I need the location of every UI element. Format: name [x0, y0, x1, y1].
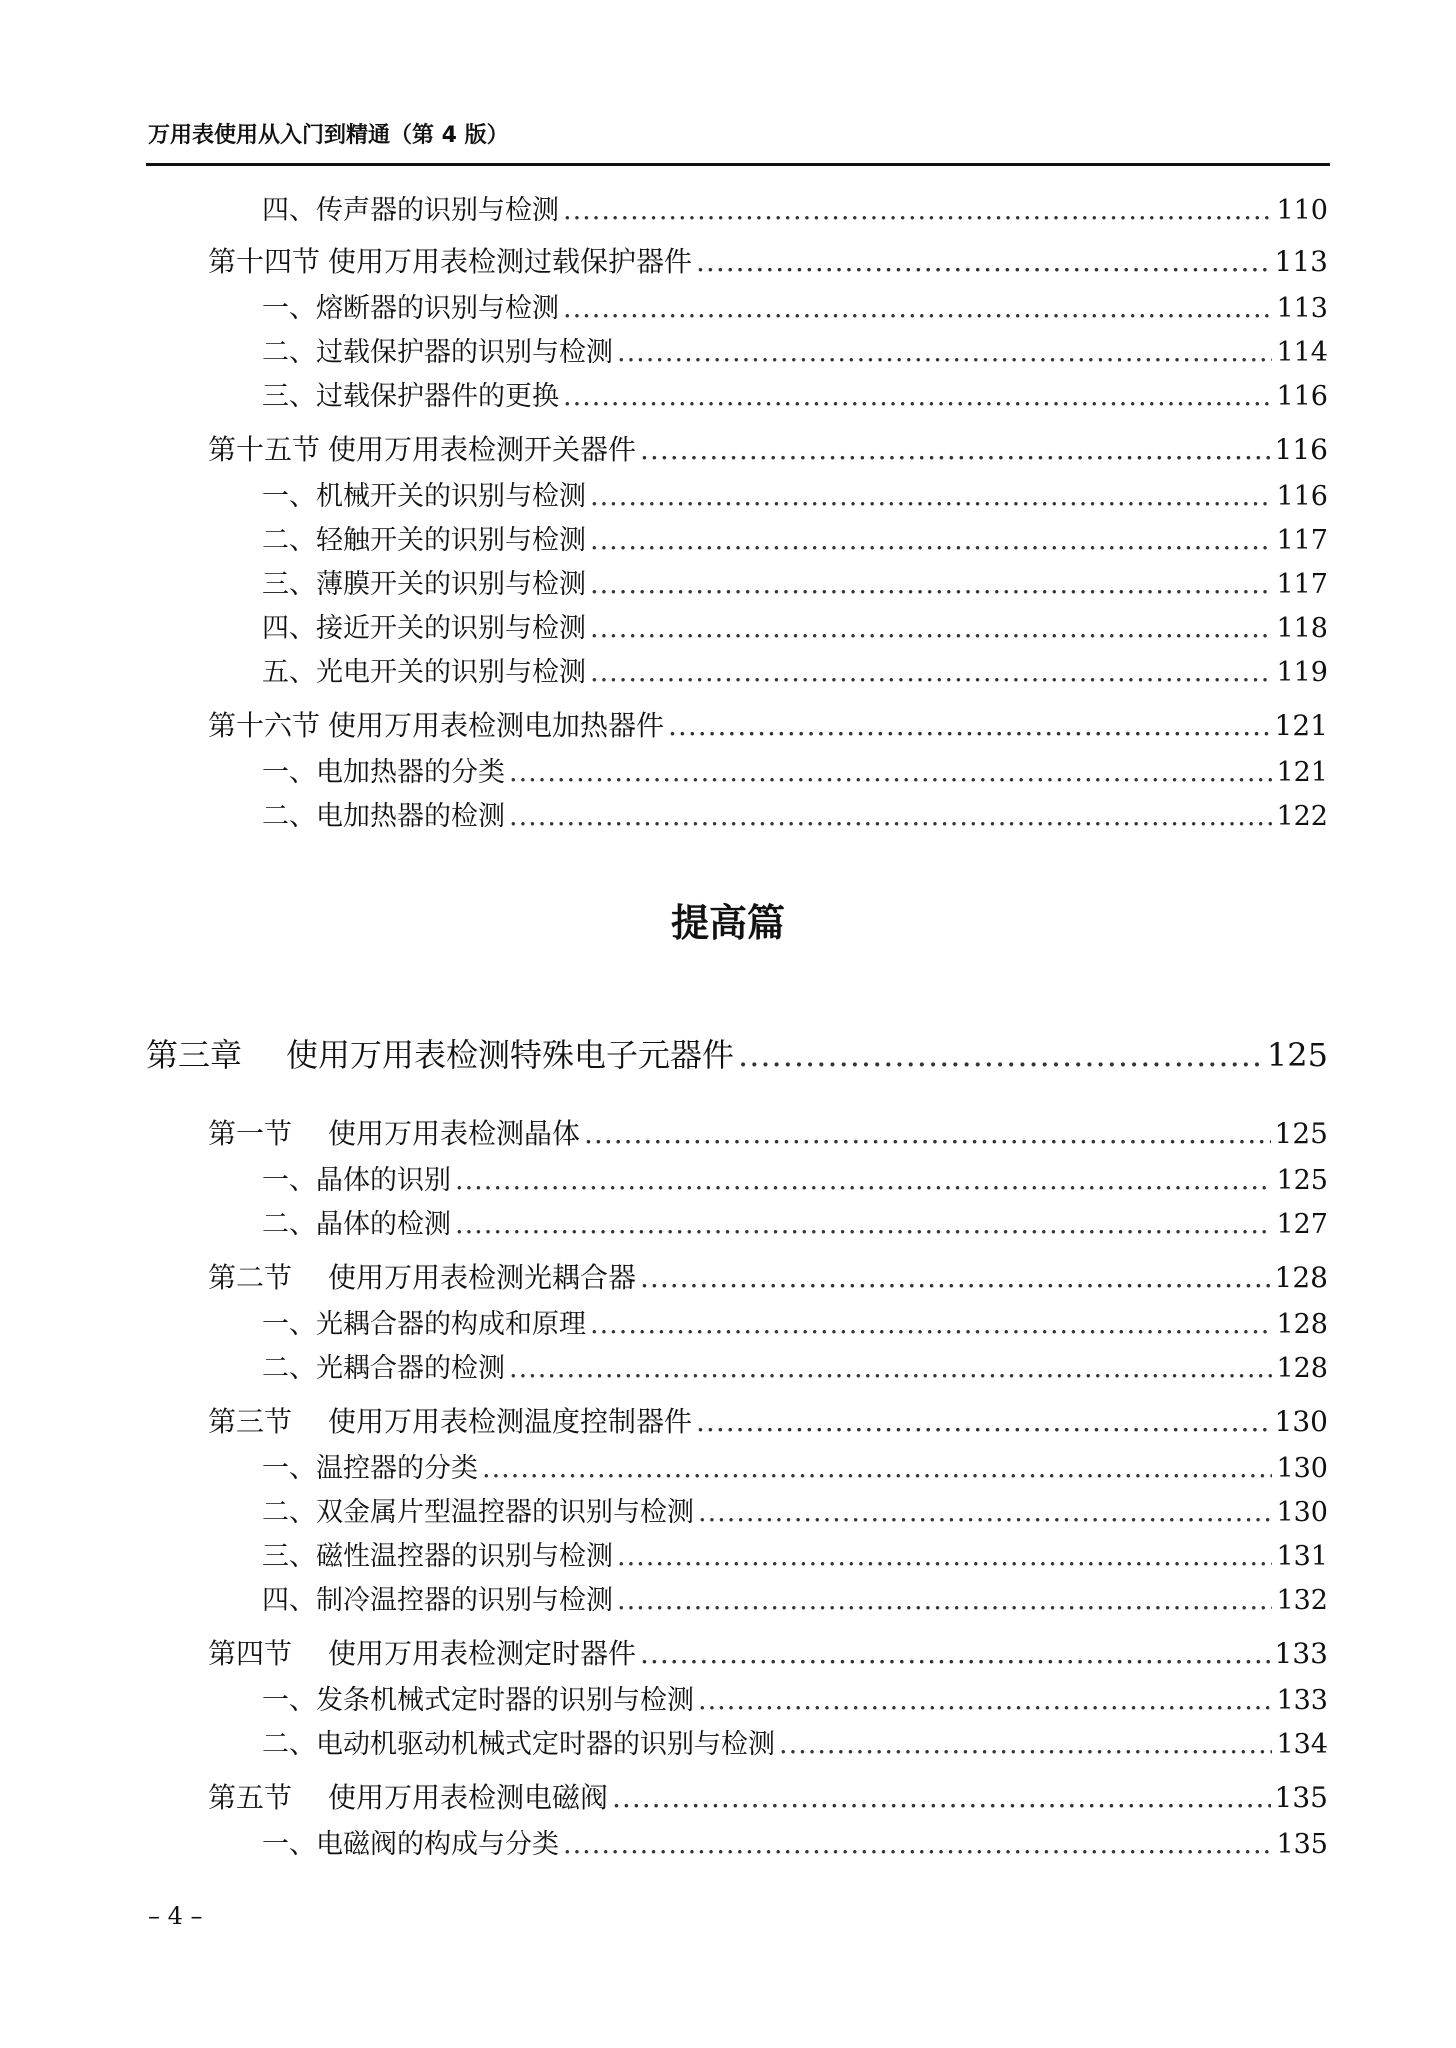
dot-leader — [455, 1209, 1272, 1240]
toc-entry-number: 三、 — [262, 381, 316, 412]
toc-entry-page: 122 — [1276, 801, 1328, 832]
toc-entry-title: 使用万用表检测光耦合器 — [328, 1261, 637, 1294]
toc-entry-page: 133 — [1276, 1685, 1328, 1716]
dot-leader — [617, 1541, 1272, 1572]
toc-entry-page: 135 — [1276, 1829, 1328, 1860]
toc-entry-title: 使用万用表检测定时器件 — [328, 1637, 637, 1670]
toc-entry-number: 第五节 — [208, 1781, 293, 1814]
toc-section — [208, 1256, 1328, 1296]
toc-item — [262, 750, 1328, 789]
toc-section — [208, 1400, 1328, 1440]
dot-leader — [563, 195, 1272, 226]
toc-entry-label — [208, 240, 692, 280]
toc-entry-page: 121 — [1274, 709, 1328, 742]
toc-entry-number: 一、 — [262, 1453, 316, 1484]
toc-entry-number: 二、 — [262, 801, 316, 832]
toc-entry-title: 晶体的检测 — [316, 1209, 451, 1240]
toc-entry-title: 光耦合器的检测 — [316, 1353, 505, 1384]
dot-leader — [590, 657, 1272, 688]
toc-entry-number: 一、 — [262, 1309, 316, 1340]
running-header: 万用表使用从入门到精通（第 4 版） — [148, 123, 509, 148]
toc-entry-label — [262, 562, 586, 601]
toc-entry-title: 晶体的识别 — [316, 1165, 451, 1196]
toc-entry-number: 一、 — [262, 1685, 316, 1716]
toc-section — [208, 704, 1328, 744]
toc-section — [208, 1632, 1328, 1672]
dot-leader — [640, 1637, 1271, 1670]
toc-item — [262, 1822, 1328, 1861]
toc-entry-title: 使用万用表检测过载保护器件 — [328, 245, 693, 278]
toc-entry-page: 128 — [1274, 1261, 1328, 1294]
toc-entry-label — [262, 1202, 451, 1241]
toc-entry-label — [262, 606, 586, 645]
toc-entry-number: 第三章 — [146, 1036, 243, 1074]
toc-entry-label — [262, 518, 586, 557]
toc-item — [262, 1490, 1328, 1529]
dot-leader — [563, 1829, 1272, 1860]
toc-entry-label — [208, 428, 636, 468]
toc-item — [262, 188, 1328, 227]
dot-leader — [509, 757, 1272, 788]
dot-leader — [738, 1036, 1263, 1074]
toc-entry-title: 过载保护器的识别与检测 — [316, 337, 613, 368]
toc-entry-title: 发条机械式定时器的识别与检测 — [316, 1685, 694, 1716]
dot-leader — [698, 1497, 1272, 1528]
toc-entry-label — [262, 1490, 694, 1529]
toc-item — [262, 518, 1328, 557]
toc-entry-title: 使用万用表检测开关器件 — [328, 433, 637, 466]
toc-entry-label — [262, 374, 559, 413]
toc-entry-label — [262, 474, 586, 513]
toc-item — [262, 1346, 1328, 1385]
toc-entry-title: 使用万用表检测电加热器件 — [328, 709, 665, 742]
toc-entry-page: 135 — [1274, 1781, 1328, 1814]
toc-entry-number: 一、 — [262, 1165, 316, 1196]
toc-entry-number: 四、 — [262, 195, 316, 226]
dot-leader — [590, 613, 1272, 644]
toc-item — [262, 1302, 1328, 1341]
toc-entry-title: 使用万用表检测温度控制器件 — [328, 1405, 693, 1438]
toc-item — [262, 562, 1328, 601]
toc-entry-label — [262, 330, 613, 369]
toc-entry-title: 制冷温控器的识别与检测 — [316, 1585, 613, 1616]
toc-entry-label — [262, 1578, 613, 1617]
toc-entry-title: 机械开关的识别与检测 — [316, 481, 586, 512]
dot-leader — [612, 1781, 1271, 1814]
dot-leader — [590, 1309, 1272, 1340]
toc-entry-number: 三、 — [262, 1541, 316, 1572]
toc-entry-page: 114 — [1276, 337, 1328, 368]
toc-entry-number: 第四节 — [208, 1637, 293, 1670]
toc-item — [262, 330, 1328, 369]
toc-entry-label — [262, 1722, 775, 1761]
part-title: 提高篇 — [670, 901, 785, 945]
toc-entry-page: 121 — [1276, 757, 1328, 788]
toc-item — [262, 794, 1328, 833]
toc-entry-page: 133 — [1274, 1637, 1328, 1670]
toc-entry-title: 薄膜开关的识别与检测 — [316, 569, 586, 600]
dot-leader — [509, 801, 1272, 832]
toc-entry-title: 光电开关的识别与检测 — [316, 657, 586, 688]
toc-entry-page: 132 — [1276, 1585, 1328, 1616]
toc-item — [262, 1578, 1328, 1617]
toc-entry-label — [262, 286, 559, 325]
toc-entry-title: 电动机驱动机械式定时器的识别与检测 — [316, 1729, 775, 1760]
toc-entry-label — [262, 650, 586, 689]
toc-entry-title: 温控器的分类 — [316, 1453, 478, 1484]
toc-entry-label — [208, 1256, 636, 1296]
toc-entry-number: 二、 — [262, 525, 316, 556]
toc-entry-page: 110 — [1276, 195, 1328, 226]
dot-leader — [509, 1353, 1272, 1384]
toc-entry-page: 113 — [1276, 293, 1328, 324]
toc-entry-number: 第十五节 — [208, 433, 321, 466]
toc-entry-number: 一、 — [262, 1829, 316, 1860]
toc-entry-title: 使用万用表检测晶体 — [328, 1117, 581, 1150]
dot-leader — [590, 525, 1272, 556]
toc-section — [208, 428, 1328, 468]
dot-leader — [482, 1453, 1272, 1484]
dot-leader — [455, 1165, 1272, 1196]
toc-section — [208, 1776, 1328, 1816]
dot-leader — [668, 709, 1271, 742]
toc-entry-number: 一、 — [262, 481, 316, 512]
toc-entry-number: 四、 — [262, 1585, 316, 1616]
toc-entry-label — [208, 1112, 580, 1152]
toc-entry-label — [146, 1030, 734, 1076]
dot-leader — [696, 1405, 1271, 1438]
toc-entry-label — [262, 1822, 559, 1861]
header-rule — [146, 163, 1330, 166]
toc-entry-number: 五、 — [262, 657, 316, 688]
toc-entry-page: 125 — [1266, 1036, 1328, 1074]
toc-item — [262, 606, 1328, 645]
toc-item — [262, 650, 1328, 689]
toc-entry-page: 130 — [1276, 1453, 1328, 1484]
toc-item — [262, 1678, 1328, 1717]
toc-entry-number: 一、 — [262, 293, 316, 324]
dot-leader — [640, 1261, 1271, 1294]
toc-entry-page: 128 — [1276, 1353, 1328, 1384]
toc-entry-label — [208, 1776, 608, 1816]
toc-entry-number: 第三节 — [208, 1405, 293, 1438]
toc-item — [262, 374, 1328, 413]
toc-entry-label — [262, 1678, 694, 1717]
toc-item — [262, 286, 1328, 325]
toc-entry-title: 电加热器的检测 — [316, 801, 505, 832]
dot-leader — [563, 381, 1272, 412]
dot-leader — [590, 569, 1272, 600]
toc-entry-title: 使用万用表检测电磁阀 — [328, 1781, 609, 1814]
toc-entry-page: 127 — [1276, 1209, 1328, 1240]
toc-entry-label — [262, 188, 559, 227]
toc-entry-number: 第一节 — [208, 1117, 293, 1150]
toc-entry-title: 过载保护器件的更换 — [316, 381, 559, 412]
toc-item — [262, 1534, 1328, 1573]
toc-entry-label — [262, 1534, 613, 1573]
toc-entry-page: 125 — [1276, 1165, 1328, 1196]
toc-entry-number: 第十四节 — [208, 245, 321, 278]
toc-section — [208, 1112, 1328, 1152]
toc-entry-page: 130 — [1276, 1497, 1328, 1528]
toc-entry-number: 三、 — [262, 569, 316, 600]
toc-entry-page: 118 — [1276, 613, 1328, 644]
toc-item — [262, 1158, 1328, 1197]
toc-entry-title: 磁性温控器的识别与检测 — [316, 1541, 613, 1572]
toc-item — [262, 474, 1328, 513]
toc-entry-page: 119 — [1276, 657, 1328, 688]
toc-entry-number: 第二节 — [208, 1261, 293, 1294]
toc-entry-title: 电加热器的分类 — [316, 757, 505, 788]
toc-entry-page: 117 — [1276, 569, 1328, 600]
toc-entry-title: 电磁阀的构成与分类 — [316, 1829, 559, 1860]
toc-entry-page: 128 — [1276, 1309, 1328, 1340]
toc-entry-page: 116 — [1274, 433, 1328, 466]
toc-entry-label — [262, 750, 505, 789]
toc-entry-label — [262, 1446, 478, 1485]
toc-entry-number: 二、 — [262, 1209, 316, 1240]
dot-leader — [640, 433, 1271, 466]
toc-entry-number: 二、 — [262, 1497, 316, 1528]
toc-entry-title: 熔断器的识别与检测 — [316, 293, 559, 324]
toc-entry-page: 116 — [1276, 481, 1328, 512]
toc-entry-page: 116 — [1276, 381, 1328, 412]
toc-entry-page: 131 — [1276, 1541, 1328, 1572]
toc-item — [262, 1202, 1328, 1241]
dot-leader — [590, 481, 1272, 512]
dot-leader — [584, 1117, 1271, 1150]
dot-leader — [563, 293, 1272, 324]
toc-section — [208, 240, 1328, 280]
toc-entry-title: 双金属片型温控器的识别与检测 — [316, 1497, 694, 1528]
toc-entry-page: 113 — [1274, 245, 1328, 278]
toc-entry-label — [262, 1346, 505, 1385]
toc-entry-page: 130 — [1274, 1405, 1328, 1438]
toc-entry-label — [208, 1400, 692, 1440]
toc-entry-page: 117 — [1276, 525, 1328, 556]
toc-entry-title: 光耦合器的构成和原理 — [316, 1309, 586, 1340]
toc-entry-number: 一、 — [262, 757, 316, 788]
toc-entry-label — [262, 794, 505, 833]
toc-item — [262, 1722, 1328, 1761]
toc-entry-number: 二、 — [262, 337, 316, 368]
toc-entry-number: 第十六节 — [208, 709, 321, 742]
toc-entry-label — [208, 704, 664, 744]
toc-entry-label — [262, 1302, 586, 1341]
toc-entry-title: 传声器的识别与检测 — [316, 195, 559, 226]
toc-entry-title: 轻触开关的识别与检测 — [316, 525, 586, 556]
dot-leader — [617, 337, 1272, 368]
dot-leader — [696, 245, 1271, 278]
toc-entry-label — [208, 1632, 636, 1672]
page-number: – 4 – — [148, 1902, 203, 1930]
dot-leader — [779, 1729, 1272, 1760]
dot-leader — [698, 1685, 1272, 1716]
toc-entry-number: 四、 — [262, 613, 316, 644]
dot-leader — [617, 1585, 1272, 1616]
toc-entry-label — [262, 1158, 451, 1197]
toc-chapter — [146, 1030, 1328, 1076]
toc-entry-number: 二、 — [262, 1353, 316, 1384]
toc-entry-page: 134 — [1276, 1729, 1328, 1760]
toc-item — [262, 1446, 1328, 1485]
toc-entry-number: 二、 — [262, 1729, 316, 1760]
toc-entry-title: 接近开关的识别与检测 — [316, 613, 586, 644]
toc-entry-page: 125 — [1274, 1117, 1328, 1150]
toc-entry-title: 使用万用表检测特殊电子元器件 — [286, 1036, 735, 1074]
